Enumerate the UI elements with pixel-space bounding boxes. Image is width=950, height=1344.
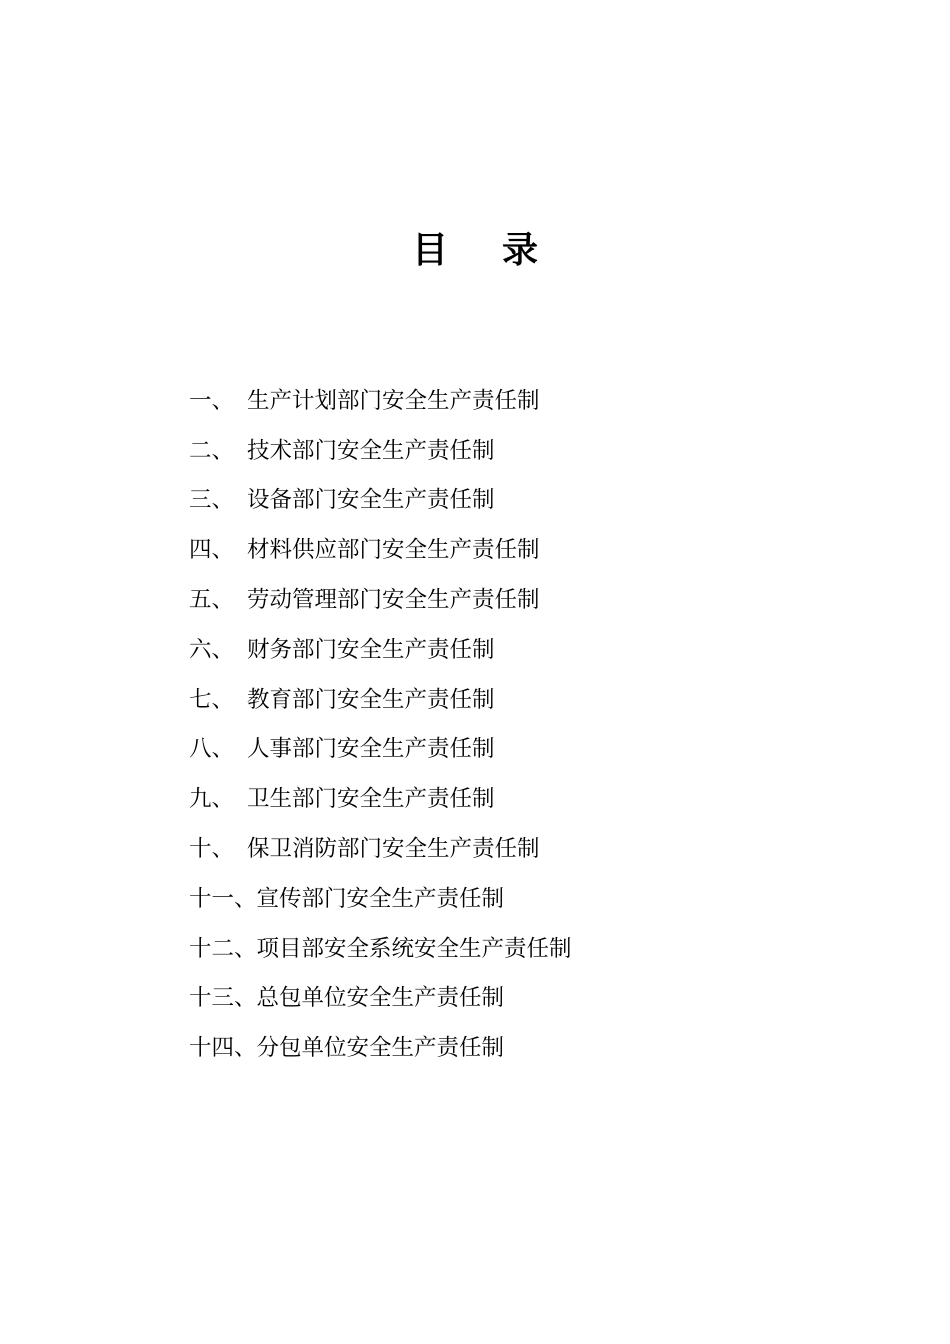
toc-item[interactable] <box>189 922 749 972</box>
toc-item[interactable] <box>189 822 749 872</box>
toc-number: 九、 <box>189 786 235 813</box>
toc-label: 技术部门安全生产责任制 <box>247 437 495 464</box>
toc-item[interactable] <box>189 374 749 424</box>
toc-item[interactable] <box>189 723 749 773</box>
toc-number: 十、 <box>189 836 235 863</box>
toc-number: 十一、 <box>189 885 257 912</box>
title-char-second: 录 <box>502 230 539 271</box>
toc-label: 生产计划部门安全生产责任制 <box>247 387 540 414</box>
toc-item[interactable] <box>189 474 749 524</box>
table-of-contents <box>189 374 749 1071</box>
toc-number: 十四、 <box>189 1035 257 1062</box>
toc-label: 分包单位安全生产责任制 <box>256 1035 505 1062</box>
toc-label: 财务部门安全生产责任制 <box>247 636 495 663</box>
toc-number: 七、 <box>189 686 235 713</box>
toc-label: 设备部门安全生产责任制 <box>247 487 495 514</box>
toc-item[interactable] <box>189 1021 749 1071</box>
toc-number: 十二、 <box>189 935 257 962</box>
toc-item[interactable] <box>189 573 749 623</box>
toc-label: 宣传部门安全生产责任制 <box>256 885 505 912</box>
toc-item[interactable] <box>189 772 749 822</box>
toc-number: 三、 <box>189 487 235 514</box>
toc-number: 六、 <box>189 636 235 663</box>
toc-label: 保卫消防部门安全生产责任制 <box>247 836 540 863</box>
toc-label: 卫生部门安全生产责任制 <box>247 786 495 813</box>
toc-item[interactable] <box>189 972 749 1022</box>
toc-label: 总包单位安全生产责任制 <box>256 985 505 1012</box>
toc-item[interactable] <box>189 523 749 573</box>
toc-number: 八、 <box>189 736 235 763</box>
toc-item[interactable] <box>189 424 749 474</box>
toc-item[interactable] <box>189 623 749 673</box>
toc-number: 一、 <box>189 387 235 414</box>
toc-item[interactable] <box>189 872 749 922</box>
page-title <box>0 226 950 276</box>
toc-number: 五、 <box>189 587 235 614</box>
toc-label: 教育部门安全生产责任制 <box>247 686 495 713</box>
toc-item[interactable] <box>189 673 749 723</box>
toc-number: 四、 <box>189 537 235 564</box>
toc-label: 人事部门安全生产责任制 <box>247 736 495 763</box>
toc-label: 材料供应部门安全生产责任制 <box>247 537 540 564</box>
toc-label: 劳动管理部门安全生产责任制 <box>247 587 540 614</box>
toc-label: 项目部安全系统安全生产责任制 <box>256 935 572 962</box>
toc-number: 十三、 <box>189 985 257 1012</box>
title-char-first: 目 <box>411 230 448 271</box>
toc-number: 二、 <box>189 437 235 464</box>
